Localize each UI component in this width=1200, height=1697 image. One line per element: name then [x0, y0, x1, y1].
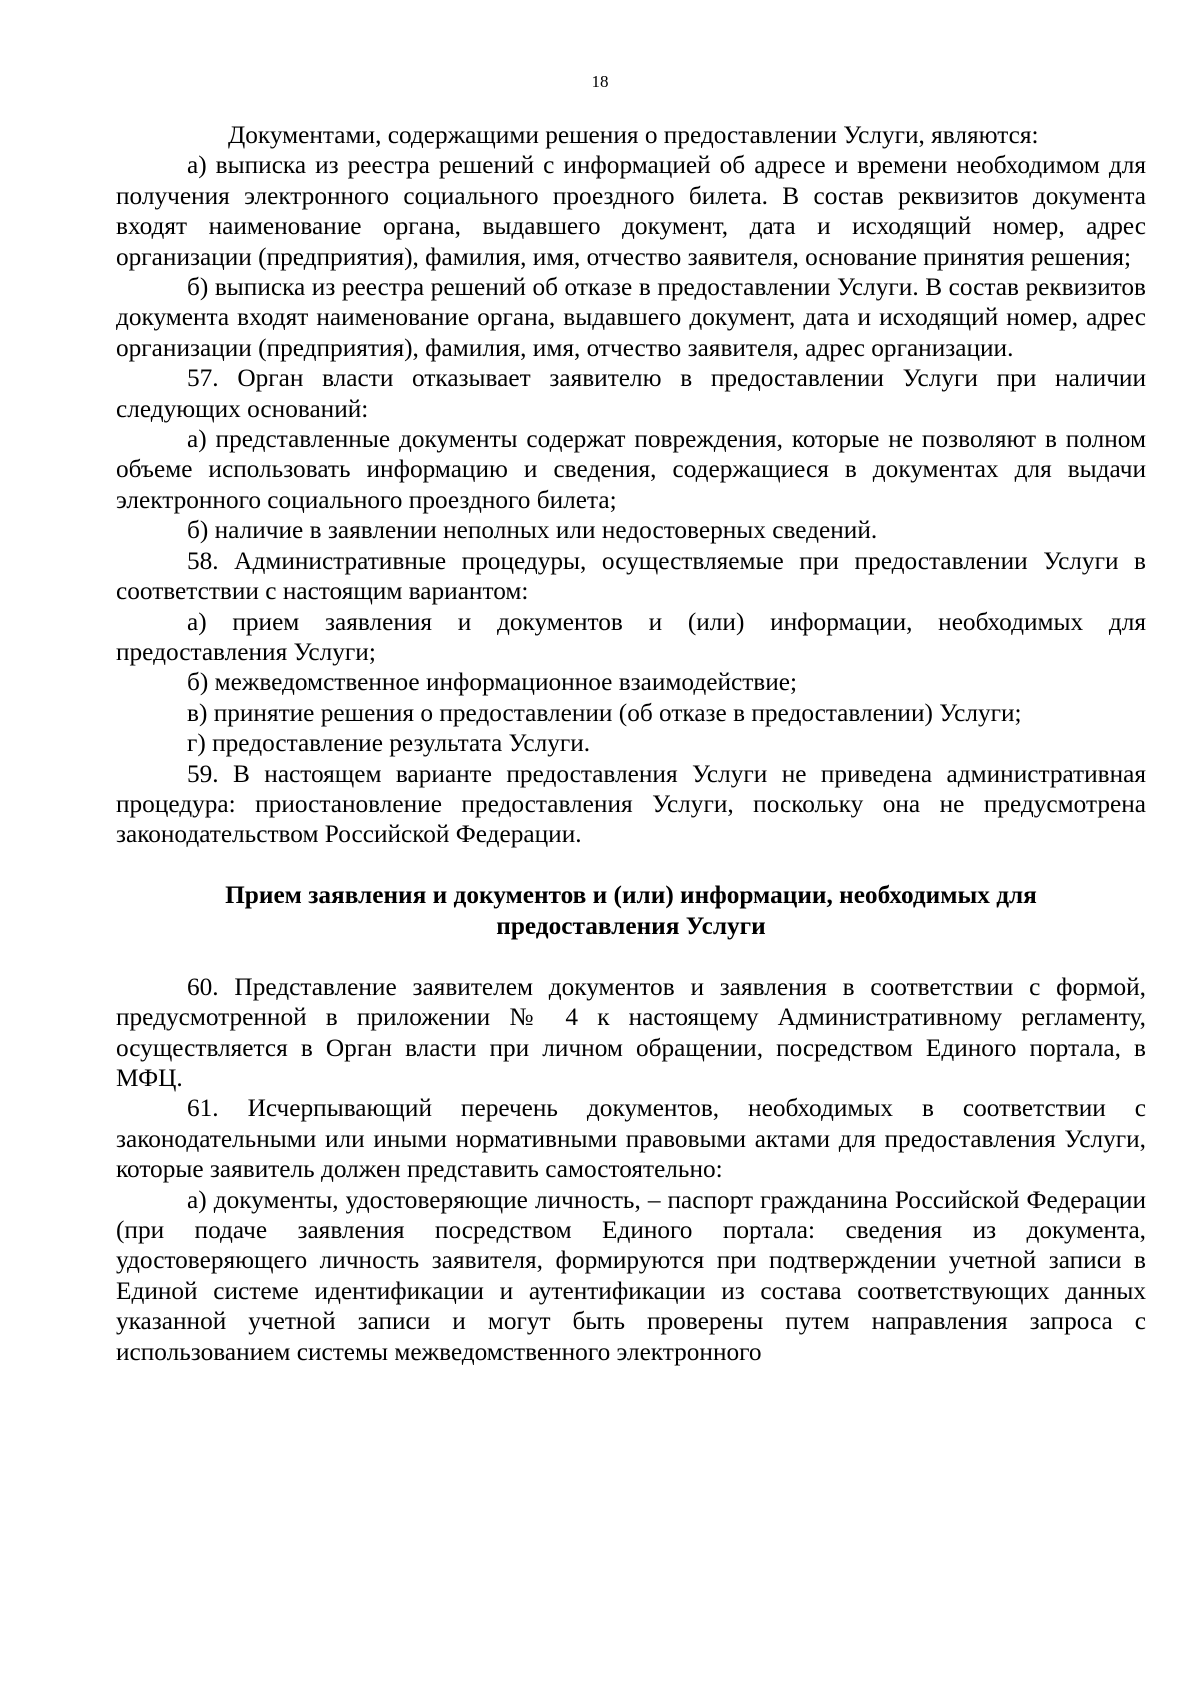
- paragraph-58-item-b: б) межведомственное информационное взаимодействие;: [187, 668, 798, 697]
- page-number: 18: [591, 72, 609, 91]
- paragraph-documents-intro: Документами, содержащими решения о предоставлении Услуги, являются:: [228, 121, 1039, 149]
- paragraph-58: 58. Административные процедуры, осуществляемые при предоставлении Услуги в соответствии с настоящим вариантом:: [116, 546, 1146, 606]
- paragraph-57-item-a: а) представленные документы содержат повреждения, которые не позволяют в полном объеме использовать информацию и сведения, содержащиеся в документах для выдачи электронного социального проездного билета;: [116, 425, 1146, 514]
- paragraph-item-a-register-extract: а) выписка из реестра решений с информацией об адресе и времени необходимом для получения электронного социального проездного билета. В состав реквизитов документа входят наименование органа, выдавшего документ, дата и исходящий номер, адрес организации (предприятия), фамилия, имя, отчество заявителя, основание принятия решения;: [116, 151, 1146, 271]
- paragraph-item-b-refusal-extract: б) выписка из реестра решений об отказе в предоставлении Услуги. В состав реквизитов документа входят наименование органа, выдавшего документ, дата и исходящий номер, адрес организации (предприятия), фамилия, имя, отчество заявителя, адрес организации.: [116, 273, 1146, 362]
- paragraph-59: 59. В настоящем варианте предоставления Услуги не приведена административная процедура: приостановление предоставления Услуги, поскольку она не предусмотрена законодательством Российской Федерации.: [116, 759, 1146, 849]
- paragraph-60: 60. Представление заявителем документов и заявления в соответствии с формой, предусмотренной в приложении № 4 к настоящему Административному регламенту, осуществляется в Орган власти при личном обращении, посредством Единого портала, в МФЦ.: [116, 972, 1146, 1092]
- paragraph-57-item-b: б) наличие в заявлении неполных или недостоверных сведений.: [187, 516, 878, 545]
- document-body: [116, 120, 1146, 1367]
- paragraph-58-item-a: а) прием заявления и документов и (или) информации, необходимых для предоставления Услуги;: [116, 607, 1146, 666]
- paragraph-57: 57. Орган власти отказывает заявителю в предоставлении Услуги при наличии следующих оснований:: [116, 364, 1146, 423]
- paragraph-61: 61. Исчерпывающий перечень документов, необходимых в соответствии с законодательными или иными нормативными правовыми актами для предоставления Услуги, которые заявитель должен представить самостоятельно:: [116, 1094, 1146, 1184]
- paragraph-61-item-a: а) документы, удостоверяющие личность, – паспорт гражданина Российской Федерации (при подаче заявления посредством Единого портала: сведения из документа, удостоверяющего личность заявителя, формируются при подтверждении учетной записи в Единой системе идентификации и аутентификации из состава соответствующих данных указанной учетной записи и могут быть проверены путем направления запроса с использованием системы межведомственного электронного: [116, 1185, 1146, 1366]
- paragraph-58-item-d: г) предоставление результата Услуги.: [187, 729, 591, 758]
- paragraph-58-item-c: в) принятие решения о предоставлении (об отказе в предоставлении) Услуги;: [187, 698, 1022, 727]
- section-heading: Прием заявления и документов и (или) информации, необходимых для предоставления Услуги: [225, 880, 1037, 940]
